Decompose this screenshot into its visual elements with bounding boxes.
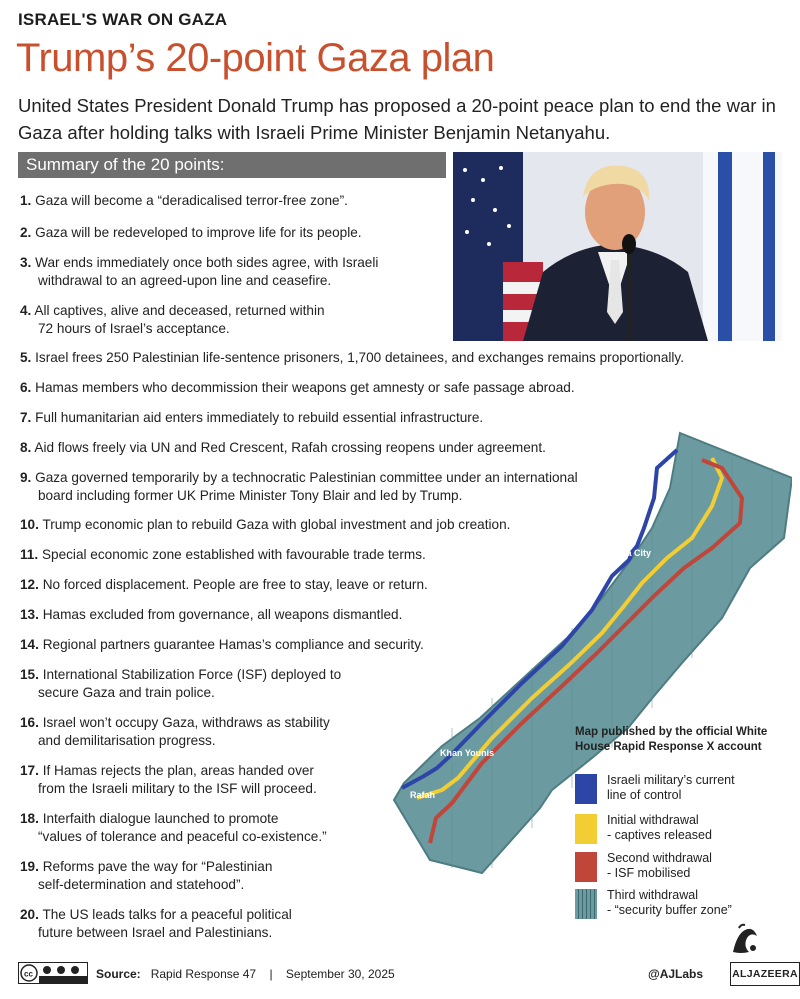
trump-photo-illustration <box>453 152 782 341</box>
point-text-continued: board including former UK Prime Minister Tony Blair and led by Trump. <box>38 487 463 503</box>
legend-line1: Third withdrawal <box>607 888 699 902</box>
point-number: 13. <box>20 607 39 622</box>
point-item <box>20 810 327 845</box>
point-number: 19. <box>20 859 39 874</box>
legend-text-yellow <box>607 813 787 843</box>
point-number: 4. <box>20 303 32 318</box>
legend-line2: line of control <box>607 788 682 802</box>
legend-text-teal <box>607 888 787 918</box>
cc-license-icon <box>18 962 88 984</box>
map-caption: Map published by the official White House Rapid Response X account <box>575 726 768 753</box>
legend-text-blue <box>607 773 787 803</box>
point-text-continued: withdrawal to an agreed-upon line and ceasefire. <box>38 272 332 288</box>
point-text: All captives, alive and deceased, returned within <box>34 303 325 318</box>
point-item <box>20 714 330 749</box>
point-number: 18. <box>20 811 39 826</box>
point-item <box>20 636 424 654</box>
aljazeera-wordmark: ALJAZEERA <box>730 962 800 986</box>
point-number: 10. <box>20 517 39 532</box>
point-item <box>20 606 402 624</box>
point-item <box>20 576 428 594</box>
point-number: 2. <box>20 225 32 240</box>
point-number: 11. <box>20 547 39 562</box>
point-text: Interfaith dialogue launched to promote <box>42 811 279 826</box>
point-text-continued: secure Gaza and train police. <box>38 684 215 700</box>
point-number: 20. <box>20 907 39 922</box>
point-text-continued: “values of tolerance and peaceful co-existence.” <box>38 828 327 844</box>
point-item <box>20 906 292 941</box>
legend-line1: Israeli military’s current <box>607 773 735 787</box>
source-date: September 30, 2025 <box>285 967 395 981</box>
point-text: War ends immediately once both sides agree, with Israeli <box>35 255 379 270</box>
point-number: 17. <box>20 763 39 778</box>
point-text: If Hamas rejects the plan, areas handed over <box>42 763 314 778</box>
point-text: Gaza governed temporarily by a technocratic Palestinian committee under an international <box>35 470 578 485</box>
summary-label: Summary of the 20 points: <box>18 152 446 178</box>
point-number: 12. <box>20 577 39 592</box>
point-text: Gaza will be redeveloped to improve life for its people. <box>35 225 362 240</box>
point-item <box>20 666 341 701</box>
point-item <box>20 546 426 564</box>
point-text: Special economic zone established with favourable trade terms. <box>41 547 426 562</box>
page-title: Trump’s 20-point Gaza plan <box>16 36 495 80</box>
legend-item-blue <box>575 773 790 807</box>
source-line <box>96 967 395 981</box>
point-text-continued: from the Israeli military to the ISF will proceed. <box>38 780 317 796</box>
point-number: 3. <box>20 255 32 270</box>
legend-line2: - captives released <box>607 828 712 842</box>
point-text: Trump economic plan to rebuild Gaza with global investment and job creation. <box>42 517 511 532</box>
kicker: ISRAEL'S WAR ON GAZA <box>18 10 228 29</box>
legend-item-red <box>575 851 790 885</box>
point-text: International Stabilization Force (ISF) deployed to <box>42 667 342 682</box>
source-separator: | <box>269 967 273 981</box>
point-item <box>20 224 362 242</box>
source-label: Source: <box>96 967 141 981</box>
legend-swatch-red <box>575 852 597 882</box>
point-item <box>20 409 483 427</box>
point-item <box>20 762 317 797</box>
point-number: 5. <box>20 350 32 365</box>
point-text-continued: 72 hours of Israel’s acceptance. <box>38 320 230 336</box>
legend-line1: Second withdrawal <box>607 851 712 865</box>
trump-photo <box>453 152 782 341</box>
point-number: 8. <box>20 440 32 455</box>
svg-text:cc: cc <box>24 969 33 979</box>
point-number: 14. <box>20 637 39 652</box>
point-item <box>20 192 348 210</box>
legend-text-red <box>607 851 787 881</box>
point-text: Israel won’t occupy Gaza, withdraws as stability <box>42 715 330 730</box>
legend-item-teal <box>575 888 790 922</box>
legend-swatch-yellow <box>575 814 597 844</box>
point-number: 16. <box>20 715 39 730</box>
point-text: No forced displacement. People are free to stay, leave or return. <box>42 577 428 592</box>
point-number: 6. <box>20 380 32 395</box>
label-gaza-city: Gaza City <box>610 548 652 558</box>
subtitle: United States President Donald Trump has proposed a 20-point peace plan to end the war in Gaza after holding talks with Israeli Prime Minister Benjamin Netanyahu. <box>18 95 776 143</box>
label-rafah: Rafah <box>410 790 436 800</box>
point-item <box>20 254 378 289</box>
point-text-continued: and demilitarisation progress. <box>38 732 216 748</box>
legend-line1: Initial withdrawal <box>607 813 699 827</box>
legend-line2: - “security buffer zone” <box>607 903 732 917</box>
legend-line2: - ISF mobilised <box>607 866 691 880</box>
point-item <box>20 349 684 367</box>
point-text-continued: self-determination and statehood”. <box>38 876 245 892</box>
point-text-continued: future between Israel and Palestinians. <box>38 924 273 940</box>
point-item <box>20 302 325 337</box>
point-item <box>20 858 272 893</box>
point-text: Regional partners guarantee Hamas’s compliance and security. <box>42 637 424 652</box>
label-khan-younis: Khan Younis <box>440 748 495 758</box>
footer <box>18 962 798 986</box>
point-text: Aid flows freely via UN and Red Crescent, Rafah crossing reopens under agreement. <box>34 440 546 455</box>
point-text: Reforms pave the way for “Palestinian <box>42 859 273 874</box>
point-text: Gaza will become a “deradicalised terror-free zone”. <box>35 193 348 208</box>
point-text: Hamas members who decommission their weapons get amnesty or safe passage abroad. <box>35 380 575 395</box>
point-number: 15. <box>20 667 39 682</box>
point-item <box>20 379 575 397</box>
ajlabs-handle: @AJLabs <box>648 967 704 981</box>
point-text: Israel frees 250 Palestinian life-sentence prisoners, 1,700 detainees, and exchanges remains proportionally. <box>35 350 684 365</box>
point-text: Full humanitarian aid enters immediately to rebuild essential infrastructure. <box>35 410 484 425</box>
legend-swatch-teal <box>575 889 597 919</box>
point-number: 9. <box>20 470 32 485</box>
source-text: Rapid Response 47 <box>150 967 257 981</box>
legend-swatch-blue <box>575 774 597 804</box>
point-text: Hamas excluded from governance, all weapons dismantled. <box>42 607 403 622</box>
point-number: 7. <box>20 410 32 425</box>
point-text: The US leads talks for a peaceful political <box>42 907 292 922</box>
legend-item-yellow <box>575 813 790 847</box>
point-number: 1. <box>20 193 32 208</box>
al-jazeera-logo-icon <box>727 922 763 958</box>
